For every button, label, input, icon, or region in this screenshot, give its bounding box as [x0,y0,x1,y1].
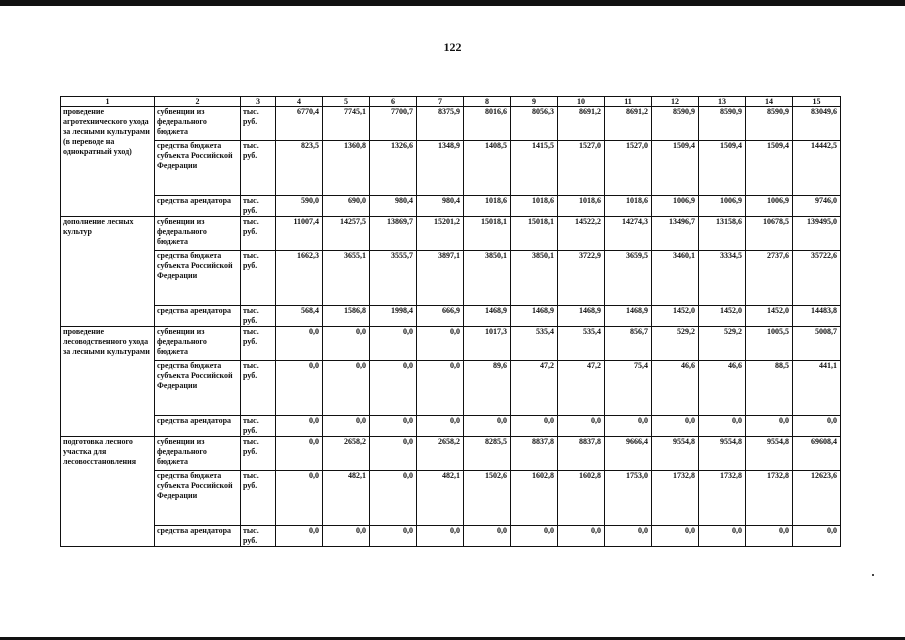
column-number: 13 [699,97,746,107]
value-cell: 88,5 [746,361,793,416]
value-cell: 1468,9 [558,306,605,327]
value-cell: 0,0 [276,471,323,526]
value-cell: 1998,4 [370,306,417,327]
value-cell: 535,4 [558,327,605,361]
value-cell: 1018,6 [558,196,605,217]
value-cell: 13496,7 [652,217,699,251]
value-cell: 12623,6 [793,471,841,526]
value-cell: 0,0 [323,327,370,361]
value-cell: 3722,9 [558,251,605,306]
value-cell: 3897,1 [417,251,464,306]
value-cell: 1006,9 [699,196,746,217]
value-cell: 13869,7 [370,217,417,251]
value-cell: 15018,1 [464,217,511,251]
value-cell: 980,4 [417,196,464,217]
value-cell: 0,0 [605,526,652,547]
column-number: 14 [746,97,793,107]
value-cell: 0,0 [464,526,511,547]
funding-source: субвенции из федерального бюджета [155,107,241,141]
value-cell: 0,0 [323,361,370,416]
value-cell: 1586,8 [323,306,370,327]
column-number: 12 [652,97,699,107]
value-cell: 0,0 [417,327,464,361]
value-cell: 0,0 [417,526,464,547]
value-cell: 3555,7 [370,251,417,306]
value-cell: 1360,8 [323,141,370,196]
value-cell: 1527,0 [605,141,652,196]
value-cell: 1527,0 [558,141,605,196]
column-number: 2 [155,97,241,107]
value-cell: 1509,4 [746,141,793,196]
table-row [61,526,841,547]
funding-source: средства бюджета субъекта Российской Федерации [155,251,241,306]
value-cell: 3850,1 [511,251,558,306]
value-cell: 3460,1 [652,251,699,306]
value-cell: 35722,6 [793,251,841,306]
column-number: 10 [558,97,605,107]
value-cell: 8285,5 [464,437,511,471]
table-row [61,107,841,141]
value-cell: 13158,6 [699,217,746,251]
value-cell: 0,0 [370,416,417,437]
value-cell: 0,0 [558,526,605,547]
funding-source: средства бюджета субъекта Российской Федерации [155,361,241,416]
value-cell: 1018,6 [464,196,511,217]
column-number: 5 [323,97,370,107]
funding-source: средства арендатора [155,526,241,547]
value-cell: 14483,8 [793,306,841,327]
value-cell: 0,0 [746,526,793,547]
value-cell: 8056,3 [511,107,558,141]
unit-cell: тыс. руб. [241,306,276,327]
value-cell: 2658,2 [417,437,464,471]
value-cell: 3334,5 [699,251,746,306]
value-cell: 7700,7 [370,107,417,141]
table-row [61,217,841,251]
value-cell: 8590,9 [652,107,699,141]
value-cell: 1468,9 [605,306,652,327]
value-cell: 9554,8 [652,437,699,471]
value-cell: 568,4 [276,306,323,327]
value-cell: 0,0 [370,327,417,361]
value-cell: 1732,8 [699,471,746,526]
value-cell: 1468,9 [464,306,511,327]
unit-cell: тыс. руб. [241,361,276,416]
table-row [61,471,841,526]
value-cell: 529,2 [699,327,746,361]
value-cell: 1006,9 [652,196,699,217]
value-cell: 0,0 [511,526,558,547]
value-cell: 1753,0 [605,471,652,526]
value-cell: 1502,6 [464,471,511,526]
value-cell: 482,1 [323,471,370,526]
value-cell: 1408,5 [464,141,511,196]
value-cell: 9746,0 [793,196,841,217]
value-cell: 0,0 [652,416,699,437]
column-number: 6 [370,97,417,107]
value-cell: 8375,9 [417,107,464,141]
value-cell: 0,0 [746,416,793,437]
table-row [61,416,841,437]
value-cell: 0,0 [793,526,841,547]
value-cell: 590,0 [276,196,323,217]
value-cell: 9666,4 [605,437,652,471]
value-cell: 0,0 [652,526,699,547]
value-cell: 0,0 [558,416,605,437]
value-cell: 0,0 [417,361,464,416]
table-row [61,196,841,217]
value-cell: 1732,8 [652,471,699,526]
table-row [61,437,841,471]
value-cell: 6770,4 [276,107,323,141]
value-cell: 1017,3 [464,327,511,361]
value-cell: 1602,8 [558,471,605,526]
unit-cell: тыс. руб. [241,196,276,217]
value-cell: 75,4 [605,361,652,416]
unit-cell: тыс. руб. [241,217,276,251]
value-cell: 1509,4 [652,141,699,196]
unit-cell: тыс. руб. [241,416,276,437]
value-cell: 15018,1 [511,217,558,251]
value-cell: 1732,8 [746,471,793,526]
value-cell: 8691,2 [605,107,652,141]
unit-cell: тыс. руб. [241,471,276,526]
funding-source: средства арендатора [155,416,241,437]
value-cell: 3850,1 [464,251,511,306]
value-cell: 139495,0 [793,217,841,251]
value-cell: 1018,6 [605,196,652,217]
unit-cell: тыс. руб. [241,327,276,361]
funding-source: средства бюджета субъекта Российской Федерации [155,471,241,526]
funding-source: средства арендатора [155,306,241,327]
value-cell: 0,0 [464,416,511,437]
value-cell: 1452,0 [699,306,746,327]
value-cell: 535,4 [511,327,558,361]
table-row [61,141,841,196]
table-header-row [61,97,841,107]
value-cell: 1602,8 [511,471,558,526]
value-cell: 0,0 [417,416,464,437]
column-number: 7 [417,97,464,107]
value-cell: 2658,2 [323,437,370,471]
top-border [0,0,905,6]
value-cell: 1326,6 [370,141,417,196]
value-cell: 8837,8 [511,437,558,471]
table-row [61,327,841,361]
value-cell: 0,0 [323,416,370,437]
funding-source: субвенции из федерального бюджета [155,437,241,471]
value-cell: 1005,5 [746,327,793,361]
value-cell: 1452,0 [652,306,699,327]
value-cell: 9554,8 [746,437,793,471]
value-cell: 529,2 [652,327,699,361]
value-cell: 666,9 [417,306,464,327]
funding-source: средства арендатора [155,196,241,217]
column-number: 4 [276,97,323,107]
value-cell: 0,0 [276,361,323,416]
value-cell: 3655,1 [323,251,370,306]
value-cell: 47,2 [558,361,605,416]
value-cell: 1415,5 [511,141,558,196]
value-cell: 47,2 [511,361,558,416]
value-cell: 8590,9 [746,107,793,141]
page-number: 122 [443,40,462,54]
value-cell: 8016,6 [464,107,511,141]
value-cell: 1509,4 [699,141,746,196]
value-cell: 1452,0 [746,306,793,327]
value-cell: 1018,6 [511,196,558,217]
unit-cell: тыс. руб. [241,437,276,471]
value-cell: 14522,2 [558,217,605,251]
value-cell: 0,0 [276,526,323,547]
value-cell: 0,0 [370,361,417,416]
value-cell: 1006,9 [746,196,793,217]
activity-label: дополнение лесных культур [61,217,155,327]
value-cell: 0,0 [605,416,652,437]
value-cell: 3659,5 [605,251,652,306]
value-cell: 14274,3 [605,217,652,251]
value-cell: 0,0 [699,526,746,547]
value-cell: 5008,7 [793,327,841,361]
value-cell: 0,0 [276,327,323,361]
value-cell: 83049,6 [793,107,841,141]
table-row [61,361,841,416]
table-row [61,306,841,327]
column-number: 11 [605,97,652,107]
value-cell: 8837,8 [558,437,605,471]
unit-cell: тыс. руб. [241,526,276,547]
scan-speck [872,574,874,576]
value-cell: 0,0 [370,526,417,547]
column-number: 8 [464,97,511,107]
value-cell: 0,0 [793,416,841,437]
value-cell: 1468,9 [511,306,558,327]
funding-source: субвенции из федерального бюджета [155,217,241,251]
value-cell: 0,0 [276,437,323,471]
value-cell: 46,6 [652,361,699,416]
value-cell: 9554,8 [699,437,746,471]
activity-label: проведение агротехнического ухода за лесными культурами (в переводе на однократный уход) [61,107,155,217]
budget-table [60,96,841,547]
value-cell: 1348,9 [417,141,464,196]
funding-source: субвенции из федерального бюджета [155,327,241,361]
column-number: 9 [511,97,558,107]
value-cell: 441,1 [793,361,841,416]
value-cell: 0,0 [370,471,417,526]
value-cell: 14257,5 [323,217,370,251]
value-cell: 15201,2 [417,217,464,251]
value-cell: 0,0 [323,526,370,547]
value-cell: 0,0 [370,437,417,471]
value-cell: 0,0 [699,416,746,437]
value-cell: 823,5 [276,141,323,196]
value-cell: 856,7 [605,327,652,361]
value-cell: 46,6 [699,361,746,416]
value-cell: 980,4 [370,196,417,217]
unit-cell: тыс. руб. [241,107,276,141]
value-cell: 10678,5 [746,217,793,251]
value-cell: 0,0 [276,416,323,437]
value-cell: 690,0 [323,196,370,217]
table-row [61,251,841,306]
value-cell: 11007,4 [276,217,323,251]
value-cell: 2737,6 [746,251,793,306]
activity-label: проведение лесоводственного ухода за лесными культурами [61,327,155,437]
value-cell: 69608,4 [793,437,841,471]
value-cell: 0,0 [511,416,558,437]
value-cell: 482,1 [417,471,464,526]
unit-cell: тыс. руб. [241,251,276,306]
column-number: 1 [61,97,155,107]
unit-cell: тыс. руб. [241,141,276,196]
column-number: 3 [241,97,276,107]
activity-label: подготовка лесного участка для лесовосстановления [61,437,155,547]
value-cell: 89,6 [464,361,511,416]
column-number: 15 [793,97,841,107]
value-cell: 1662,3 [276,251,323,306]
value-cell: 7745,1 [323,107,370,141]
value-cell: 8691,2 [558,107,605,141]
value-cell: 8590,9 [699,107,746,141]
value-cell: 14442,5 [793,141,841,196]
funding-source: средства бюджета субъекта Российской Федерации [155,141,241,196]
